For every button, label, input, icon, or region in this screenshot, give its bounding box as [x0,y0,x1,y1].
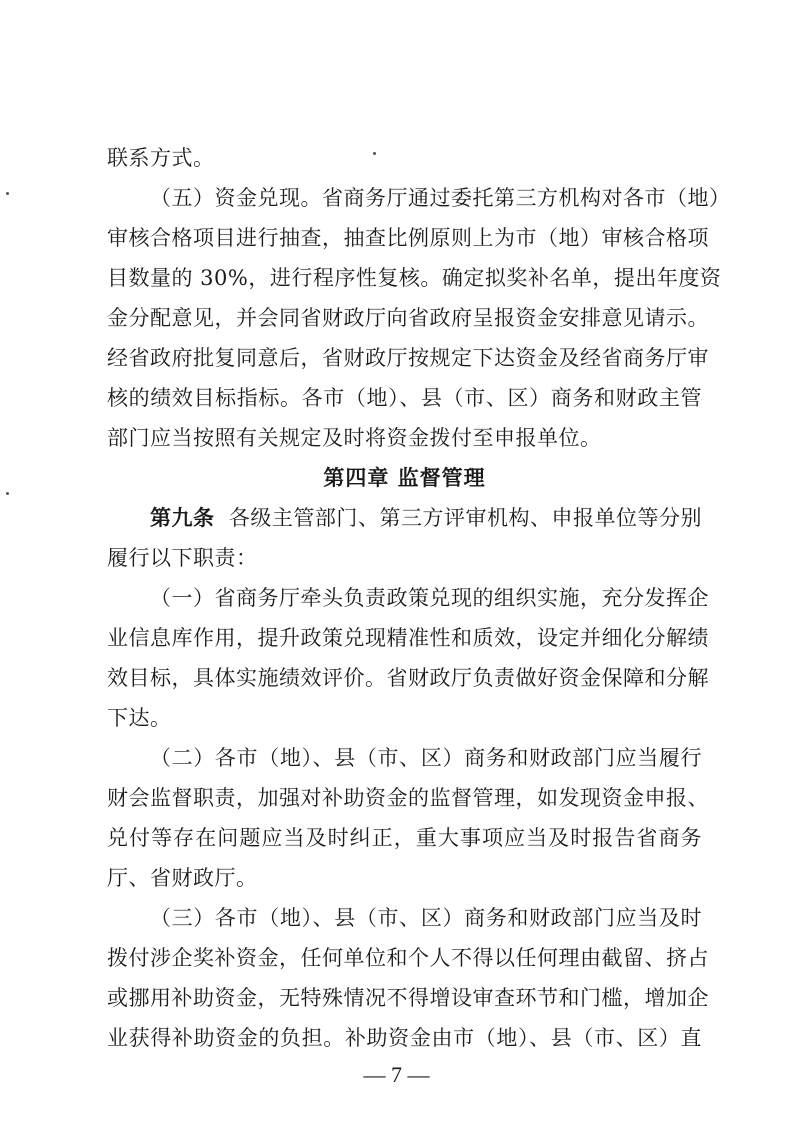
text-line: （五）资金兑现。省商务厅通过委托第三方机构对各市（地） [150,186,731,210]
text-line: 核的绩效目标指标。各市（地）、县（市、区）商务和财政主管 [107,386,702,410]
text-line: 金分配意见，并会同省财政厅向省政府呈报资金安排意见请示。 [107,306,709,330]
scan-speck [373,152,376,155]
text-line: 业信息库作用，提升政策兑现精准性和质效，设定并细化分解绩 [107,626,709,650]
text-line: 或挪用补助资金，无特殊情况不得增设审查环节和门槛，增加企 [107,986,709,1010]
text-line: 厅、省财政厅。 [107,866,258,890]
scan-speck [6,192,9,195]
text-line: 审核合格项目进行抽查，抽查比例原则上为市（地）审核合格项 [107,226,709,250]
scan-speck [6,492,9,495]
text-line: 联系方式。 [107,146,215,170]
page-number: — 7 — [363,1062,430,1087]
text-line: 财会监督职责，加强对补助资金的监督管理，如发现资金申报、 [107,786,709,810]
text-line: 兑付等存在问题应当及时纠正，重大事项应当及时报告省商务 [107,826,702,850]
chapter-heading: 第四章 监督管理 [323,466,486,490]
text-line: 履行以下职责： [107,546,258,570]
article-9-line [150,498,702,538]
text-line: 下达。 [107,706,172,730]
text-line: （二）各市（地）、县（市、区）商务和财政部门应当履行 [150,746,702,770]
text-line: （三）各市（地）、县（市、区）商务和财政部门应当及时 [150,906,702,930]
text-line: （一）省商务厅牵头负责政策兑现的组织实施，充分发挥企 [150,586,709,610]
text-line: 经省政府批复同意后，省财政厅按规定下达资金及经省商务厅审 [107,346,709,370]
text-line: 业获得补助资金的负担。补助资金由市（地）、县（市、区）直 [107,1026,702,1050]
text-line: 拨付涉企奖补资金，任何单位和个人不得以任何理由截留、挤占 [107,946,709,970]
text-line: 目数量的 30%，进行程序性复核。确定拟奖补名单，提出年度资 [107,266,722,290]
text-line: 部门应当按照有关规定及时将资金拨付至申报单位。 [107,426,602,450]
article-9-text: 各级主管部门、第三方评审机构、申报单位等分别 [228,506,703,530]
article-9-label: 第九条 [150,506,215,530]
text-line: 效目标，具体实施绩效评价。省财政厅负责做好资金保障和分解 [107,666,709,690]
